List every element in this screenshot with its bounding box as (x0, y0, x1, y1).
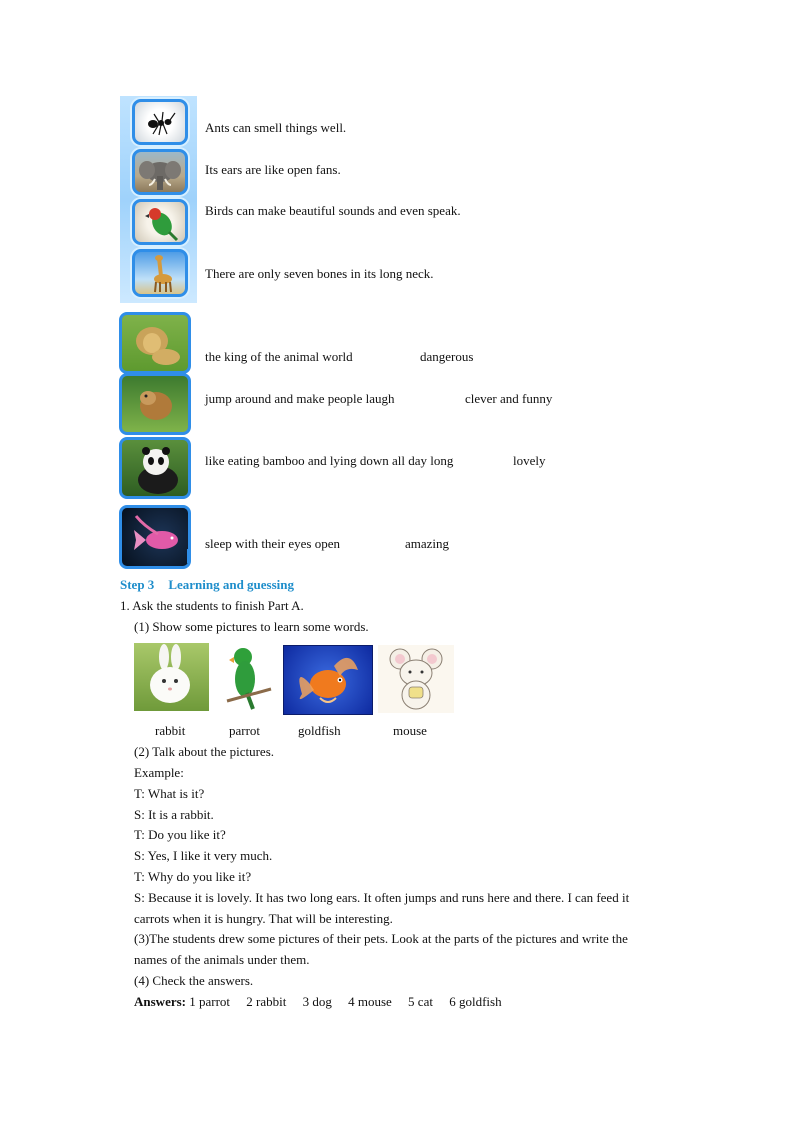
example-label: Example: (134, 765, 184, 780)
animal-adjective: lovely (513, 453, 546, 468)
fact-text: Ants can smell things well. (205, 120, 347, 135)
picture-label: goldfish (298, 723, 341, 738)
fact-text: Birds can make beautiful sounds and even speak. (205, 203, 461, 218)
giraffe-icon (132, 249, 188, 297)
animal-phrase: like eating bamboo and lying down all day long (205, 453, 454, 468)
elephant-icon (132, 149, 188, 195)
sub-instruction-3-cont: names of the animals under them. (134, 952, 310, 967)
animal-phrase: sleep with their eyes open (205, 536, 341, 551)
mouse-icon (378, 645, 454, 713)
step-number: Step 3 (120, 577, 155, 592)
parrot-icon (132, 199, 188, 245)
step-title: Learning and guessing (168, 577, 295, 592)
answers-line (134, 994, 502, 1010)
sub-instruction-2: (2) Talk about the pictures. (134, 744, 275, 759)
sub-instruction-3: (3)The students drew some pictures of their pets. Look at the parts of the pictures and write the (134, 931, 628, 946)
animal-phrase: the king of the animal world (205, 349, 353, 364)
monkey-icon (119, 373, 191, 435)
instruction-1: 1. Ask the students to finish Part A. (120, 598, 304, 613)
dialogue-line: T: Do you like it? (134, 827, 226, 842)
animal-phrase: jump around and make people laugh (205, 391, 395, 406)
step-heading (120, 577, 294, 593)
fact-text: There are only seven bones in its long neck. (205, 266, 434, 281)
picture-label: rabbit (155, 723, 186, 738)
sub-instruction-4: (4) Check the answers. (134, 973, 254, 988)
fact-text: Its ears are like open fans. (205, 162, 341, 177)
dialogue-line: S: Because it is lovely. It has two long ears. It often jumps and runs here and there. I can feed it (134, 890, 630, 905)
goldfish-icon (283, 645, 373, 715)
parrot-icon (213, 643, 275, 711)
ant-icon (132, 99, 188, 145)
animal-adjective: clever and funny (465, 391, 553, 406)
dialogue-line: S: Yes, I like it very much. (134, 848, 273, 863)
dialogue-line: T: Why do you like it? (134, 869, 252, 884)
rabbit-icon (134, 643, 209, 711)
dialogue-line: carrots when it is hungry. That will be interesting. (134, 911, 393, 926)
dialogue-line: S: It is a rabbit. (134, 807, 214, 822)
answers-label: Answers: (134, 994, 186, 1009)
picture-label: parrot (229, 723, 261, 738)
sub-instruction-1: (1) Show some pictures to learn some words. (134, 619, 369, 634)
lion-icon (119, 312, 191, 374)
fact-picture-panel (120, 96, 197, 303)
dialogue-line: T: What is it? (134, 786, 205, 801)
picture-label: mouse (393, 723, 427, 738)
animal-adjective: dangerous (420, 349, 474, 364)
panda-icon (119, 437, 191, 499)
animal-adjective: amazing (405, 536, 450, 551)
fish-icon (119, 505, 191, 569)
answers-text: 1 parrot 2 rabbit 3 dog 4 mouse 5 cat 6 goldfish (189, 994, 502, 1009)
divider (187, 549, 190, 563)
